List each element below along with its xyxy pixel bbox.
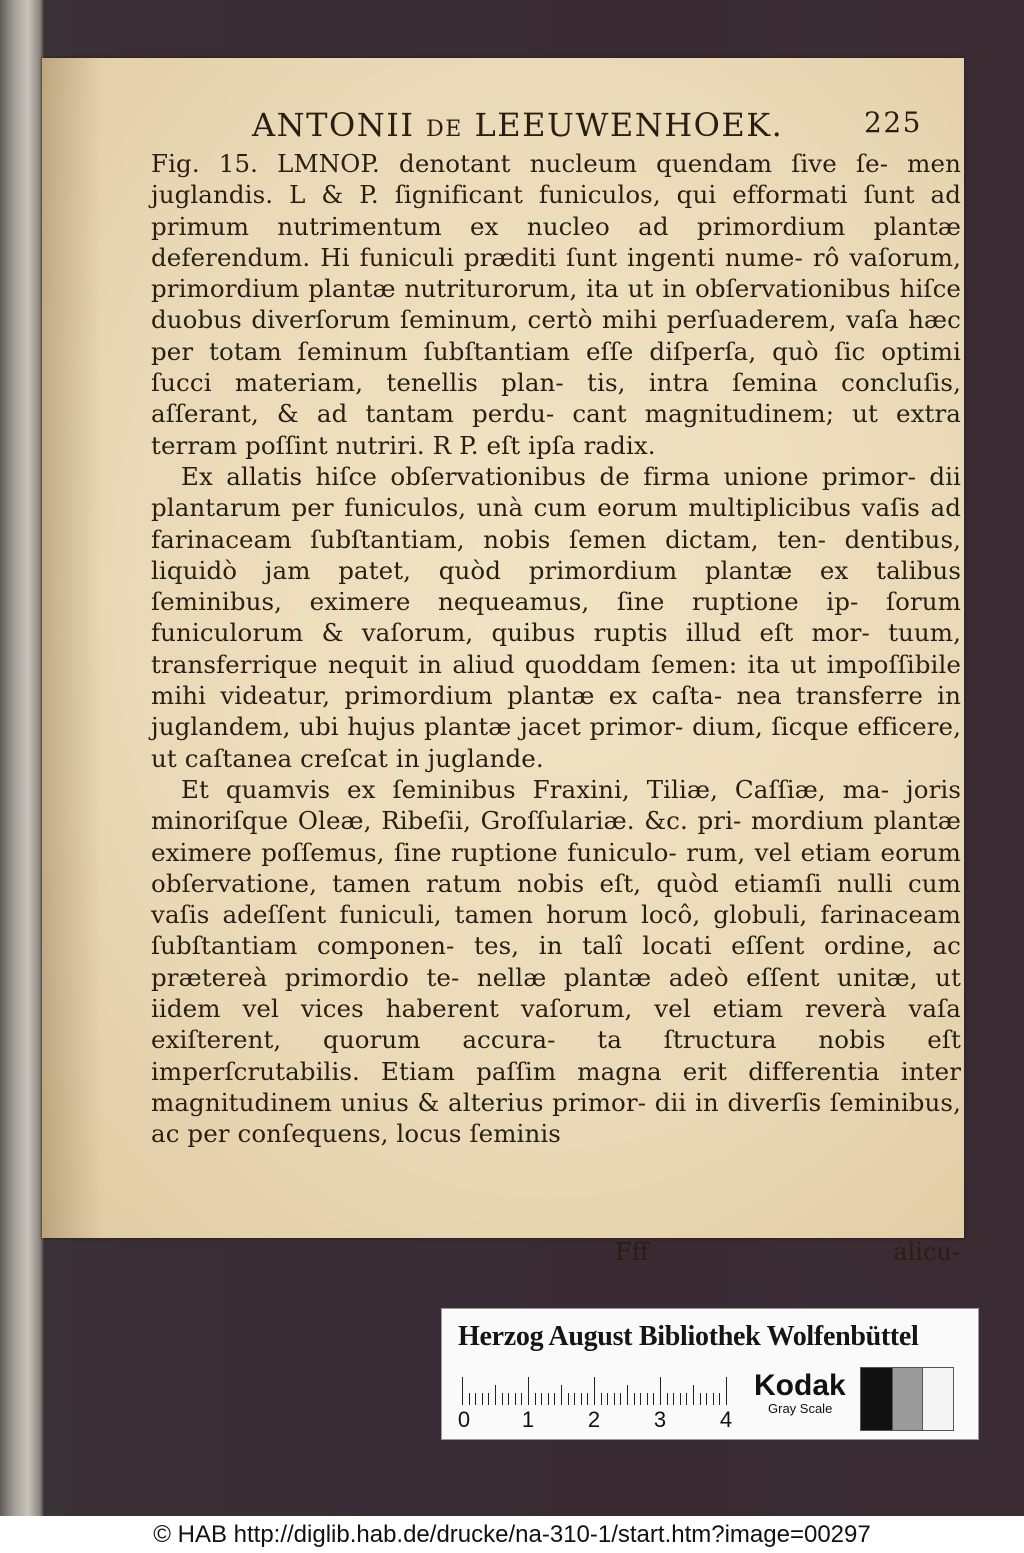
header-particle: DE: [426, 117, 463, 142]
ruler-tick: [693, 1385, 694, 1405]
scale-ruler: [462, 1377, 732, 1405]
ruler-tick: [502, 1393, 503, 1405]
signature-mark: Fff: [615, 1238, 649, 1266]
ruler-tick: [601, 1393, 602, 1405]
ruler-label: 0: [457, 1407, 471, 1432]
ruler-tick: [568, 1393, 569, 1405]
copyright-caption: © HAB http://diglib.hab.de/drucke/na-310-1/start.htm?image=00297: [0, 1516, 1024, 1553]
ruler-tick: [462, 1377, 463, 1405]
ruler-tick: [594, 1377, 595, 1405]
ruler-tick: [614, 1393, 615, 1405]
book-edge: [0, 0, 44, 1516]
paragraph-1: Fig. 15. LMNOP. denotant nucleum quendam ſive ſe- men juglandis. L & P. ſignificant funiculos, qui efformati ſunt ad primum nutrimentum ex nucleo ad primordium plantæ deferendum. Hi funiculi præditi ſunt ingenti nume- rô vaſorum, primordium plantæ nutriturorum, ita ut in obſervationibus hiſce duobus diverſorum ſeminum, certò mihi perſuaderem, vaſa hæc per totam ſeminum ſubſtantiam eſſe diſperſa, quò ſic optimi ſucci materiam, tenellis plan- tis, intra ſemina concluſis, aſſerant, & ad tantam perdu- cant magnitudinem; ut extra terram poſſint nutriri. R P. eſt ipſa radix.: [151, 149, 961, 460]
ruler-tick: [660, 1377, 661, 1405]
page-footer: [190, 1238, 960, 1268]
ruler-tick: [667, 1393, 668, 1405]
ruler-tick: [521, 1393, 522, 1405]
header-author-last: LEEUWENHOEK.: [474, 106, 784, 144]
ruler-tick: [686, 1393, 687, 1405]
ruler-tick: [508, 1393, 509, 1405]
ruler-tick: [548, 1393, 549, 1405]
ruler-tick: [680, 1393, 681, 1405]
ruler-tick: [495, 1385, 496, 1405]
ruler-tick: [528, 1377, 529, 1405]
ruler-tick: [713, 1393, 714, 1405]
paragraph-3: Et quamvis ex ſeminibus Fraxini, Tiliæ, Caſſiæ, ma- joris minoriſque Oleæ, Ribeſii, Groſſulariæ. &c. pri- mordium plantæ eximere poſſemus, ſine ruptione funiculo- rum, vel etiam eorum obſervatione, tamen ratum nobis eſt, quòd etiamſi nulli cum vaſis adeſſent funiculi, tamen horum locô, globuli, farinaceam ſubſtantiam componen- tes, in talî locati eſſent ordine, ac prætereà primordio te- nellæ plantæ adeò eſſent unitæ, ut iidem vel vices haberent vaſorum, vel etiam reverà vaſa exiſterent, quorum accura- ta ſtructura nobis eſt imperſcrutabilis. Etiam paſſim magna erit differentia inter magnitudinem unius & alterius primor- dii in diverſis ſeminibus, ac per conſequens, locus ſeminis: [151, 774, 961, 1149]
ruler-label: 4: [719, 1407, 733, 1432]
ruler-tick: [587, 1393, 588, 1405]
running-header: [252, 106, 922, 144]
ruler-tick: [640, 1393, 641, 1405]
swatch-white: [922, 1367, 954, 1431]
book-page: [42, 58, 964, 1266]
library-name: Herzog August Bibliothek Wolfenbüttel: [458, 1321, 919, 1352]
page-number: 225: [864, 106, 922, 139]
ruler-label: 2: [587, 1407, 601, 1432]
ruler-tick: [488, 1393, 489, 1405]
ruler-tick: [706, 1393, 707, 1405]
ruler-tick: [700, 1393, 701, 1405]
ruler-tick: [541, 1393, 542, 1405]
ruler-tick: [634, 1393, 635, 1405]
ruler-tick: [535, 1393, 536, 1405]
ruler-tick: [620, 1393, 621, 1405]
catchword: alicu-: [893, 1238, 960, 1266]
kodak-logo: Kodak: [754, 1369, 846, 1402]
ruler-label: 3: [653, 1407, 667, 1432]
ruler-tick: [581, 1393, 582, 1405]
color-target-card: [441, 1308, 979, 1440]
body-text: [151, 148, 961, 1150]
ruler-tick: [475, 1393, 476, 1405]
ruler-tick: [554, 1393, 555, 1405]
swatch-black: [860, 1367, 894, 1431]
ruler-tick: [726, 1377, 727, 1405]
gray-scale-label: Gray Scale: [768, 1401, 833, 1416]
swatch-gray: [892, 1367, 924, 1431]
ruler-tick: [561, 1385, 562, 1405]
ruler-tick: [515, 1393, 516, 1405]
header-author-first: ANTONII: [252, 106, 415, 144]
ruler-tick: [627, 1385, 628, 1405]
paragraph-2: Ex allatis hiſce obſervationibus de firma unione primor- dii plantarum per funiculos, unà cum eorum multiplicibus vaſis ad farinaceam ſubſtantiam, nobis ſemen dictam, ten- dentibus, liquidò jam patet, quòd primordium plantæ ex talibus ſeminibus, eximere nequeamus, ſine ruptione ip- ſorum funiculorum & vaſorum, quibus ruptis illud eſt mor- tuum, transferrique nequit in aliud quoddam ſemen: ita ut impoſſibile mihi videatur, primordium plantæ ex caſta- nea transferre in juglandem, ubi hujus plantæ jacet primor- dium, ſicque efficere, ut caſtanea creſcat in juglande.: [151, 461, 961, 773]
ruler-tick: [607, 1393, 608, 1405]
ruler-tick: [469, 1393, 470, 1405]
ruler-label: 1: [521, 1407, 535, 1432]
ruler-tick: [574, 1393, 575, 1405]
ruler-tick: [653, 1393, 654, 1405]
ruler-tick: [673, 1393, 674, 1405]
ruler-tick: [647, 1393, 648, 1405]
ruler-tick: [482, 1393, 483, 1405]
ruler-tick: [719, 1393, 720, 1405]
